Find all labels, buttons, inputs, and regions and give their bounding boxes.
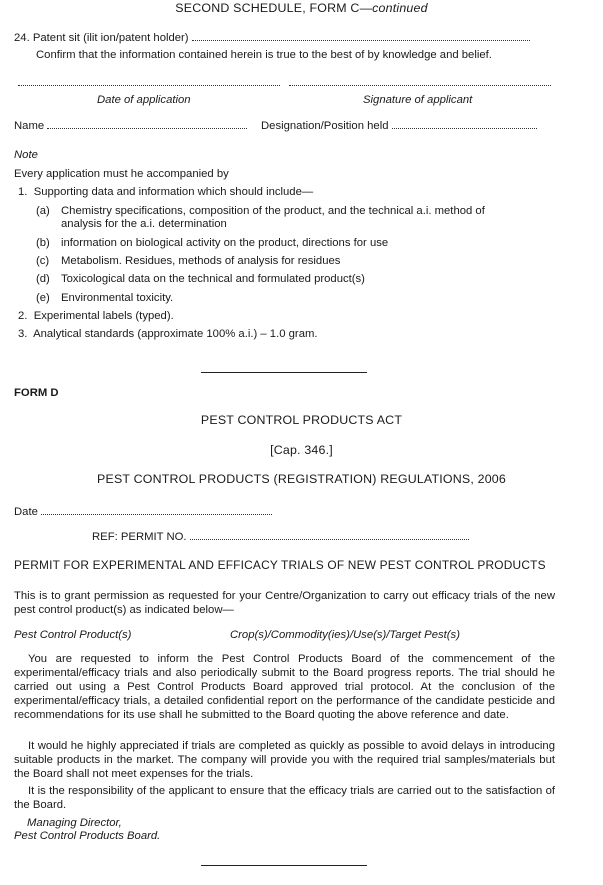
paragraph-responsibility: It is the responsibility of the applicant to ensure that the efficacy trials are carried out to the satisfaction of the Board. [14,785,555,811]
sub-item-text: Toxicological data on the technical and formulated product(s) [61,273,365,285]
signatory-organization: Pest Control Products Board. [14,830,161,842]
regulations-title: PEST CONTROL PRODUCTS (REGISTRATION) REGULATIONS, 2006 [97,472,506,486]
signature-field[interactable] [289,76,551,89]
paragraph-inform: You are requested to inform the Pest Control Products Board of the commencement of the experimental/efficacy trials and also periodically submit to the Board progress reports. The trial should he carried out using a Pest Control Products Board approved trial protocol. At the conclusion of the experimental/efficacy trials, a detailed confidential report on the performance of the candidate pesticide and recommendations for its use shall he submitted to the Board quoting the above reference and date. [14,653,555,721]
permit-title: PERMIT FOR EXPERIMENTAL AND EFFICACY TRIALS OF NEW PEST CONTROL PRODUCTS [14,558,546,572]
column-product: Pest Control Product(s) [14,629,132,641]
name-line [14,119,247,132]
date-application-field[interactable] [18,76,280,89]
sub-item-text: Chemistry specifications, composition of the product, and the technical a.i. method of [61,205,485,217]
list-item-text: Analytical standards (approximate 100% a.i.) – 1.0 gram. [33,328,318,340]
bottom-divider [201,865,367,866]
sub-item-text: Environmental toxicity. [61,292,174,304]
sub-item-letter: (a) [36,205,50,217]
note-title: Note [14,149,38,161]
sub-item-text-cont: analysis for the a.i. determination [61,218,227,230]
designation-field[interactable] [392,119,537,129]
act-title: PEST CONTROL PRODUCTS ACT [200,413,403,427]
sub-item-text: Metabolism. Residues, methods of analysis for residues [61,255,341,267]
date-label: Date [14,506,38,518]
permit-number-field[interactable] [190,530,469,540]
list-item-text: Supporting data and information which should include— [33,186,314,198]
ref-label: REF: PERMIT NO. [92,531,187,543]
sub-item-letter: (c) [36,255,50,267]
item-24-field[interactable] [192,31,530,41]
list-item [18,186,313,198]
name-field[interactable] [47,119,247,129]
column-crop: Crop(s)/Commodity(ies)/Use(s)/Target Pest(s) [230,629,460,641]
designation-label: Designation/Position held [261,120,389,132]
list-item [18,310,174,322]
form-d-label: FORM D [14,387,59,399]
section-divider [201,372,367,373]
list-item-text: Experimental labels (typed). [33,310,174,322]
date-application-label: Date of application [97,94,191,106]
sub-item-letter: (d) [36,273,50,285]
designation-line [261,119,537,132]
confirm-statement: Confirm that the information contained herein is true to the best of by knowledge and belief. [36,49,492,61]
date-field[interactable] [41,505,272,515]
sub-item-letter: (e) [36,292,50,304]
grant-paragraph: This is to grant permission as requested for your Centre/Organization to carry out efficacy trials of the new pest control product(s) as indicated below— [14,590,555,616]
cap-reference: [Cap. 346.] [270,443,333,457]
name-label: Name [14,120,45,132]
list-item [18,328,318,340]
schedule-heading [0,1,603,15]
sub-item-letter: (b) [36,237,50,249]
item-24-line [14,31,530,44]
list-item-number: 2. [18,310,28,322]
note-intro: Every application must he accompanied by [14,168,229,180]
date-line [14,505,272,518]
schedule-heading-continued: continued [372,1,428,15]
sub-item-text: information on biological activity on the product, directions for use [61,237,389,249]
paragraph-appreciate: It would he highly appreciated if trials are completed as quickly as possible to avoid delays in introducing suitable products in the market. The company will provide you with the required trial samples/materials but the Board shall not meet expenses for the trials. [14,740,555,780]
signatory-title: Managing Director, [27,817,122,829]
item-24-label: 24. Patent sit (ilit ion/patent holder) [14,32,189,44]
list-item-number: 1. [18,186,28,198]
schedule-heading-main: SECOND SCHEDULE, FORM C— [175,1,373,15]
list-item-number: 3. [18,328,28,340]
signature-label: Signature of applicant [363,94,473,106]
ref-line [92,530,469,543]
